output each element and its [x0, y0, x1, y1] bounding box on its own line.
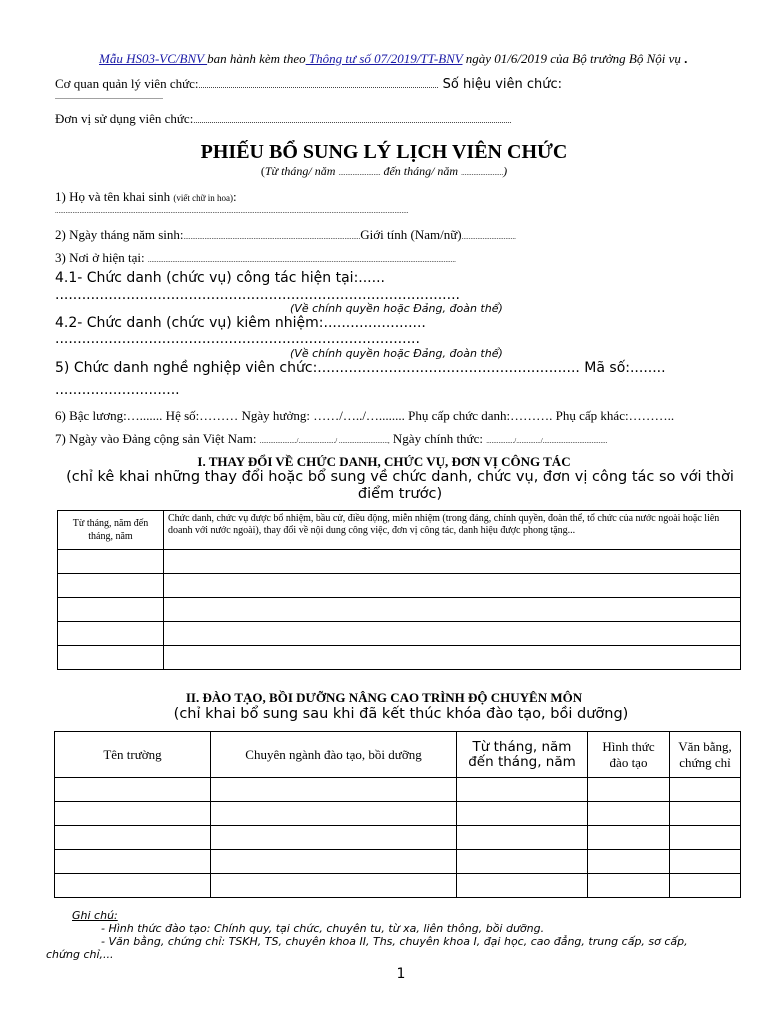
issued-with-text: ban hành kèm theo	[207, 51, 306, 66]
table-cell[interactable]	[670, 874, 741, 898]
section2-note: (chỉ khai bổ sung sau khi đã kết thúc khóa đào tạo, bồi dưỡng)	[173, 706, 629, 722]
circular-link[interactable]: Thông tư số 07/2019/TT-BNV	[305, 51, 463, 66]
table-cell[interactable]	[457, 874, 588, 898]
table-row[interactable]	[58, 622, 741, 646]
birthdate-label: 2) Ngày tháng năm sinh:	[55, 227, 184, 242]
fullname-label: 1) Họ và tên khai sinh	[55, 189, 174, 204]
birthdate-dots: .....................................................................................................	[183, 233, 361, 241]
table-cell[interactable]	[55, 826, 211, 850]
table-cell[interactable]	[588, 802, 670, 826]
agency-label: Cơ quan quản lý viên chức:	[55, 76, 199, 91]
notes-line-2: - Văn bằng, chứng chỉ: TSKH, TS, chuyên khoa II, Ths, chuyên khoa I, đại học, cao đẳng, trung cấp, sơ cấp,	[101, 935, 688, 948]
field-concurrent-position: 4.2- Chức danh (chức vụ) kiêm nhiệm:.......................	[55, 315, 426, 331]
table-cell[interactable]	[164, 622, 741, 646]
table-cell[interactable]	[164, 646, 741, 670]
table-cell[interactable]	[211, 826, 457, 850]
table-cell[interactable]	[670, 826, 741, 850]
table-cell[interactable]	[211, 778, 457, 802]
agency-line	[55, 76, 562, 92]
gender-dots: ...............................	[461, 233, 516, 241]
table-cell[interactable]	[58, 574, 164, 598]
address-label: 3) Nơi ở hiện tại:	[55, 250, 148, 265]
table-cell[interactable]	[164, 550, 741, 574]
table-cell[interactable]	[457, 850, 588, 874]
table-cell[interactable]	[55, 802, 211, 826]
party-official-label: Ngày chính thức:	[389, 431, 487, 446]
col-position-header: Chức danh, chức vụ được bổ nhiệm, bầu cử, điều động, miễn nhiệm (trong đảng, chính quyền, đoàn thể, tổ chức của nước ngoài hoặc liên doanh với nước ngoài), thay đổi về nội dung công việc, đơn vị công tác, danh hiệu được phong tặng...	[164, 511, 741, 550]
section1-note: (chỉ kê khai những thay đổi hoặc bổ sung về chức danh, chức vụ, đơn vị công tác so với thời điểm trước)	[66, 469, 734, 502]
subtitle-to-dots: ........................	[461, 169, 504, 177]
employee-id-dots: ......................................................	[55, 92, 163, 101]
fullname-hint: (viết chữ in hoa)	[173, 193, 234, 203]
gender-label: Giới tính (Nam/nữ)	[360, 227, 462, 242]
col-certificate-header: Văn bằng, chứng chỉ	[670, 732, 741, 778]
table-cell[interactable]	[55, 778, 211, 802]
table-cell[interactable]	[58, 622, 164, 646]
form-code-link[interactable]: Mẫu HS03-VC/BNV	[99, 51, 208, 66]
table-cell[interactable]	[457, 826, 588, 850]
table-cell[interactable]	[58, 550, 164, 574]
col-major-header: Chuyên ngành đào tạo, bồi dưỡng	[211, 732, 457, 778]
col-mode-header: Hình thức đào tạo	[588, 732, 670, 778]
table-row[interactable]	[58, 598, 741, 622]
agency-dots: ........................................................................................................................	[198, 81, 439, 90]
notes-line-1: - Hình thức đào tạo: Chính quy, tại chức, chuyên tu, từ xa, liên thông, bồi dưỡng.	[101, 922, 545, 935]
field-fullname	[55, 189, 237, 205]
field-birthdate	[55, 227, 516, 243]
unit-dots: ...............................................................................................................................................................	[193, 116, 512, 125]
table-cell[interactable]	[670, 802, 741, 826]
table-row[interactable]	[55, 802, 741, 826]
field-address	[55, 250, 456, 266]
section2-title: II. ĐÀO TẠO, BỒI DƯỠNG NÂNG CAO TRÌNH ĐỘ CHUYÊN MÔN	[185, 690, 583, 705]
field-party	[55, 431, 607, 447]
table-cell[interactable]	[58, 598, 164, 622]
page-number: 1	[396, 966, 406, 982]
table-row[interactable]	[55, 850, 741, 874]
unit-label: Đơn vị sử dụng viên chức:	[55, 111, 194, 126]
table-row[interactable]	[58, 646, 741, 670]
concurrent-position-dots: ..................................................................................	[55, 331, 420, 347]
employee-id-label: Số hiệu viên chức:	[438, 77, 563, 92]
party-official-dots: ................/............../.....................................	[486, 437, 608, 445]
table-cell[interactable]	[211, 874, 457, 898]
table-cell[interactable]	[588, 826, 670, 850]
table-cell[interactable]	[55, 850, 211, 874]
subtitle-from-dots: ........................	[338, 169, 381, 177]
form-header	[99, 51, 687, 67]
table-header-row	[58, 511, 741, 550]
notes-line-3: chứng chỉ,...	[46, 948, 114, 961]
address-dots: ................................................................................................................................................................................	[147, 256, 456, 264]
table-cell[interactable]	[588, 874, 670, 898]
period-subtitle	[0, 164, 768, 179]
concurrent-position-note: (Về chính quyền hoặc Đảng, đoàn thể)	[290, 347, 503, 360]
current-position-note: (Về chính quyền hoặc Đảng, đoàn thể)	[290, 302, 503, 315]
notes-title: Ghi chú:	[72, 909, 118, 922]
current-position-dots: ...........................................................................................	[55, 287, 460, 303]
table-row[interactable]	[55, 826, 741, 850]
table-row[interactable]	[55, 778, 741, 802]
table-cell[interactable]	[164, 598, 741, 622]
subtitle-to: đến tháng/ năm	[380, 164, 462, 178]
table-cell[interactable]	[164, 574, 741, 598]
table-cell[interactable]	[457, 802, 588, 826]
section1-title: I. THAY ĐỔI VỀ CHỨC DANH, CHỨC VỤ, ĐƠN VỊ CÔNG TÁC	[197, 454, 571, 469]
header-end-dot: .	[680, 51, 688, 66]
table-cell[interactable]	[457, 778, 588, 802]
table-cell[interactable]	[670, 850, 741, 874]
table-cell[interactable]	[588, 778, 670, 802]
training-table	[54, 731, 741, 898]
table-header-row	[55, 732, 741, 778]
fullname-dots: ..........................................................................................................................................................................................................	[55, 207, 409, 215]
fullname-colon: :	[233, 189, 237, 204]
field-current-position: 4.1- Chức danh (chức vụ) công tác hiện tại:......	[55, 270, 385, 286]
party-label: 7) Ngày vào Đảng cộng sản Việt Nam:	[55, 431, 260, 446]
field-professional-title: 5) Chức danh nghề nghiệp viên chức:........................................................... Mã số:........	[55, 360, 666, 376]
table-cell[interactable]	[588, 850, 670, 874]
subtitle-from: Từ tháng/ năm	[264, 164, 339, 178]
professional-title-dots: ............................	[55, 382, 180, 398]
party-dots: ...................../...................../ ............................,	[259, 437, 390, 445]
unit-line	[55, 111, 511, 127]
table-cell[interactable]	[670, 778, 741, 802]
date-authority-text: ngày 01/6/2019 của Bộ trưởng Bộ Nội vụ	[462, 51, 681, 66]
position-change-table	[57, 510, 741, 670]
field-salary: 6) Bậc lương:…....... Hệ số:……… Ngày hưởng: ……/…../…........ Phụ cấp chức danh:………. Phụ cấp khác:………..	[55, 408, 675, 423]
col-period-header: Từ tháng, năm đến tháng, năm	[457, 732, 588, 778]
subtitle-open: (	[260, 164, 265, 178]
col-period-header: Từ tháng, năm đến tháng, năm	[58, 511, 164, 550]
table-row[interactable]	[55, 874, 741, 898]
table-cell[interactable]	[211, 802, 457, 826]
col-school-header: Tên trường	[55, 732, 211, 778]
table-cell[interactable]	[55, 874, 211, 898]
page-title: PHIẾU BỔ SUNG LÝ LỊCH VIÊN CHỨC	[200, 141, 568, 163]
table-row[interactable]	[58, 574, 741, 598]
table-cell[interactable]	[211, 850, 457, 874]
subtitle-close: )	[503, 164, 508, 178]
table-row[interactable]	[58, 550, 741, 574]
table-cell[interactable]	[58, 646, 164, 670]
